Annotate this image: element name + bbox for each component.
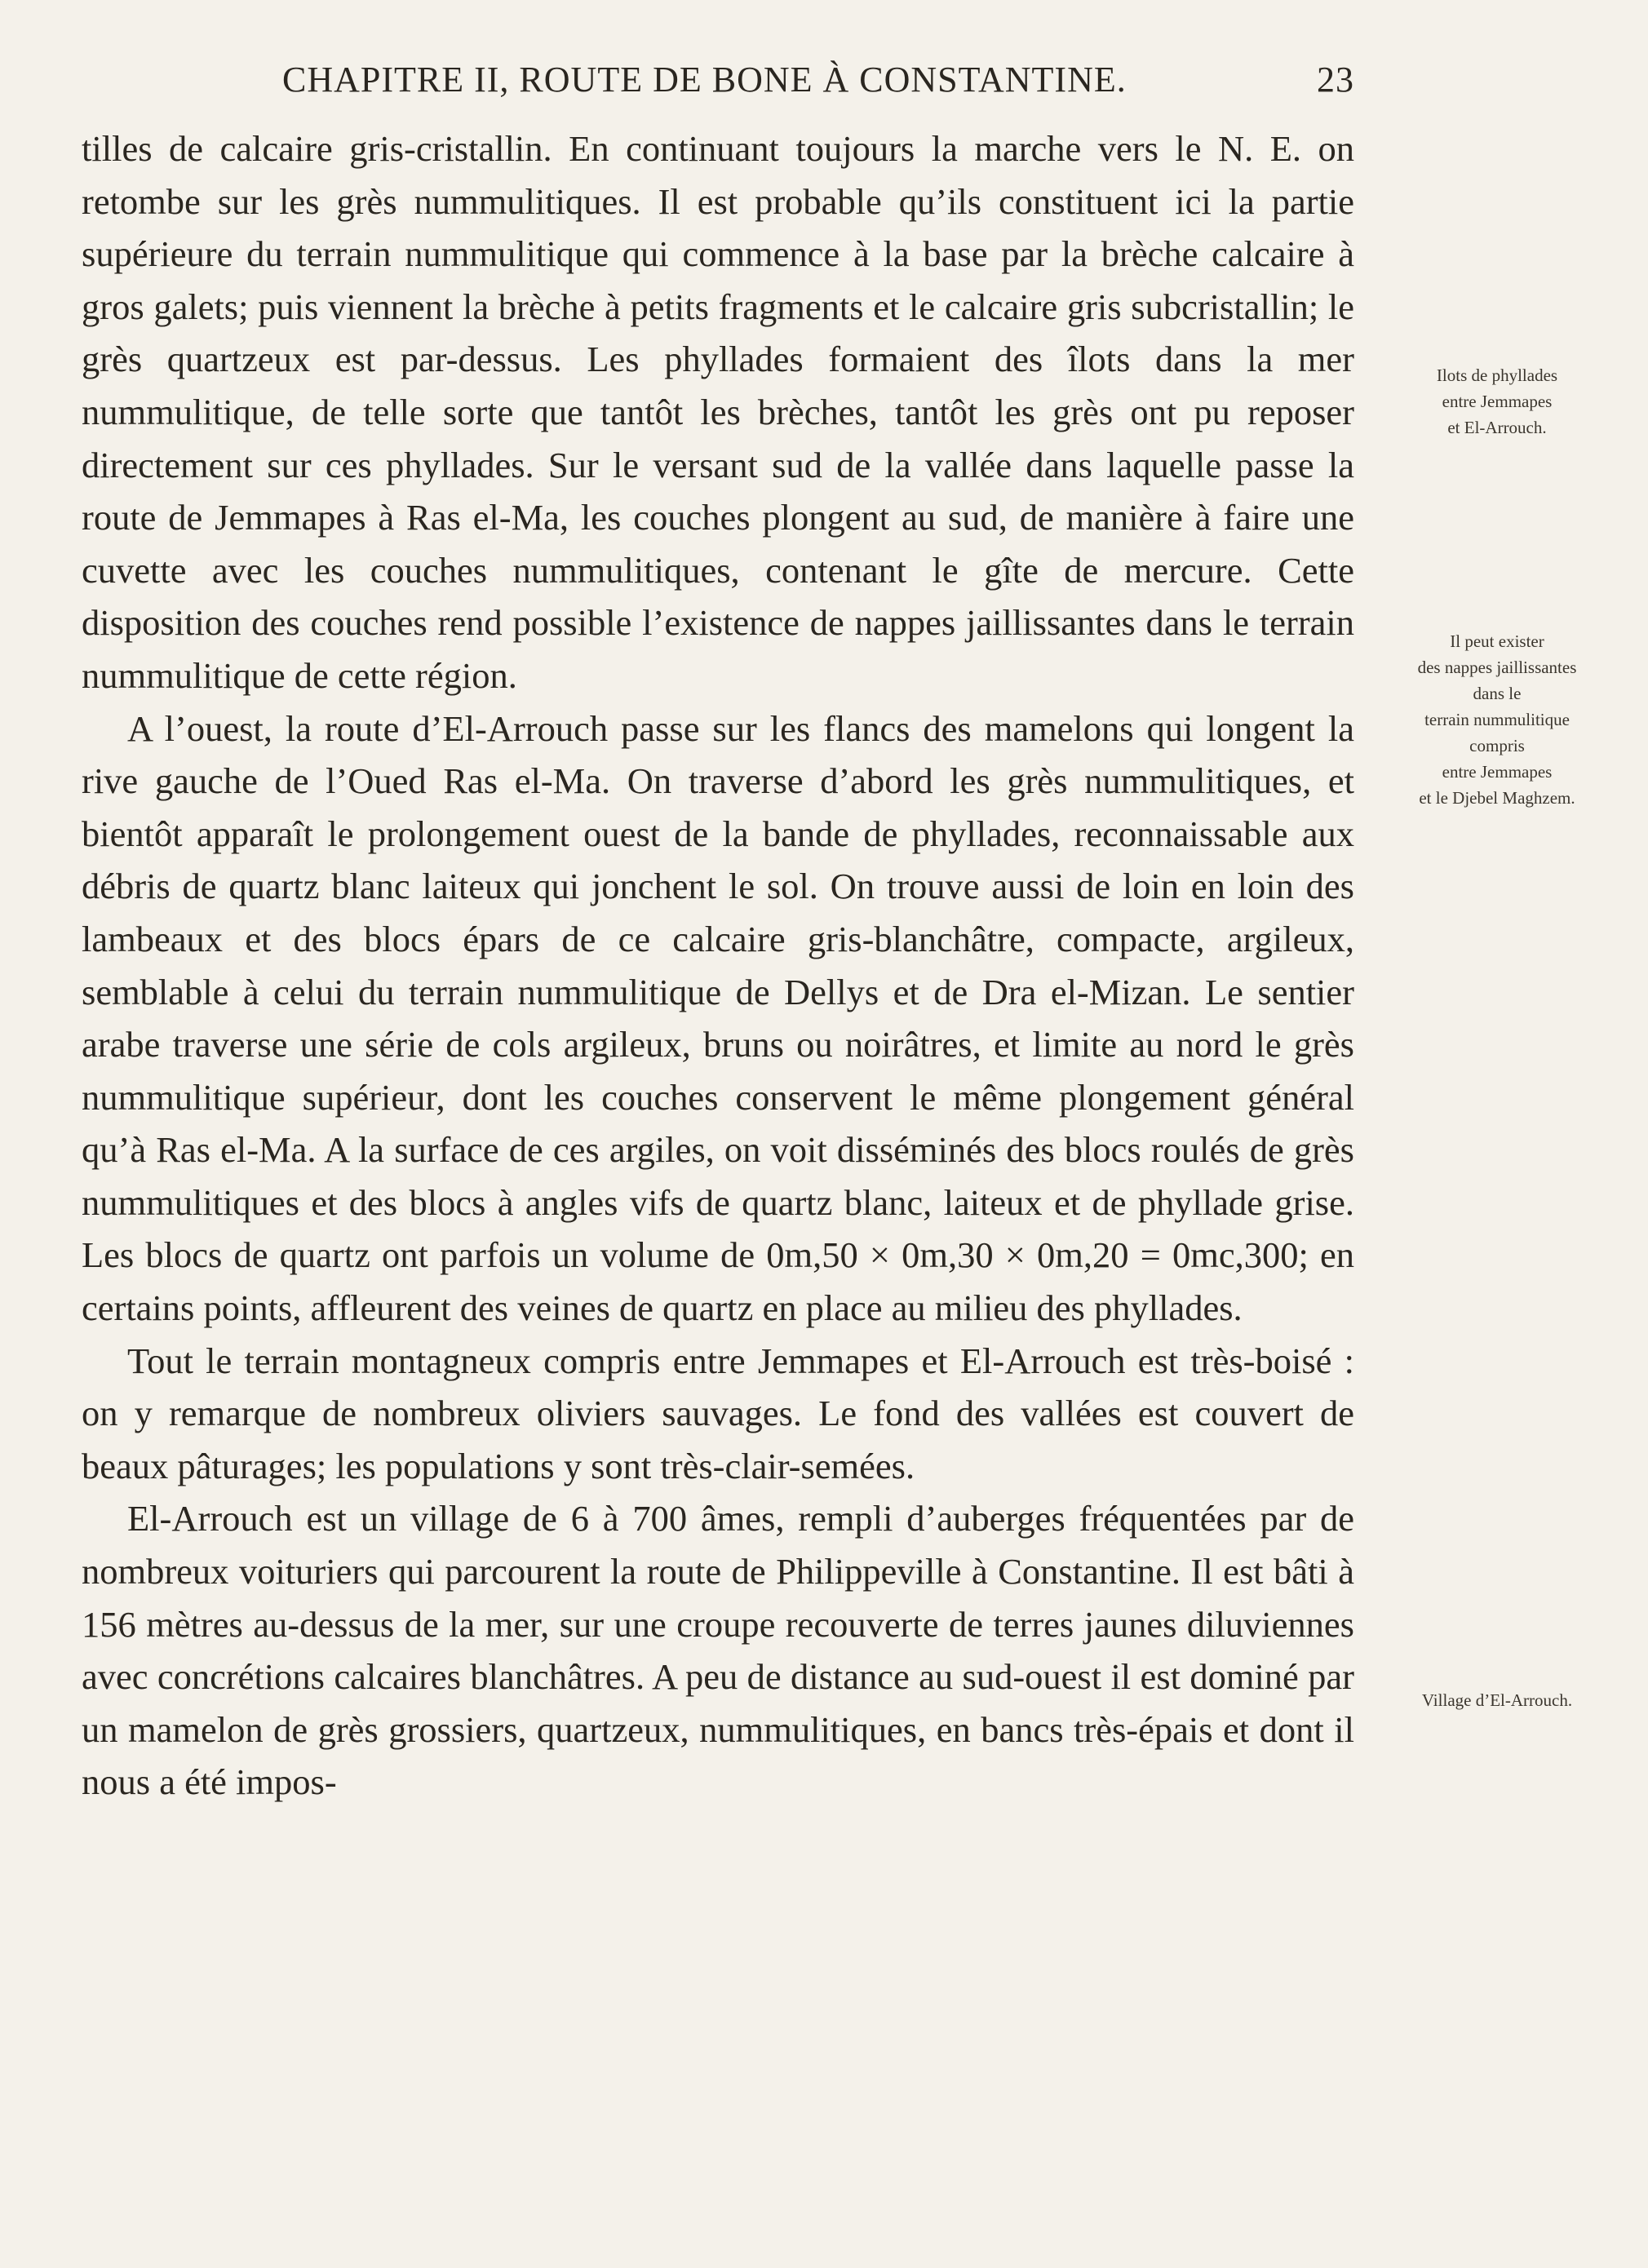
margin-note-line: et le Djebel Maghzem. — [1419, 788, 1575, 808]
page-number: 23 — [1317, 60, 1354, 100]
running-title: CHAPITRE II, ROUTE DE BONE À CONSTANTINE. — [282, 60, 1127, 100]
margin-note-line: dans le — [1473, 684, 1522, 703]
margin-note-line: entre Jemmapes — [1442, 762, 1553, 782]
margin-note-line: terrain nummulitique — [1424, 710, 1570, 729]
margin-note-line: Village d’El-Arrouch. — [1421, 1690, 1573, 1710]
main-text — [82, 122, 1354, 1809]
margin-note-line: Ilots de phyllades — [1436, 365, 1558, 385]
paragraph-4: El-Arrouch est un village de 6 à 700 âmes, rempli d’auberges fréquentées par de nombreux voituriers qui parcourent la route de Philippeville à Constantine. Il est bâti à 156 mètres au-dessus de la mer, sur une croupe recouverte de terres jaunes diluviennes avec concrétions calcaires blanchâtres. A peu de distance au sud-ouest il est dominé par un mamelon de grès grossiers, quartzeux, nummulitiques, en bancs très-épais et dont il nous a été impos- — [82, 1498, 1354, 1803]
margin-note-line: Il peut exister — [1450, 631, 1544, 651]
margin-note-line: compris — [1469, 736, 1525, 755]
margin-note-line: entre Jemmapes — [1442, 392, 1553, 411]
margin-note-ilots — [1362, 362, 1632, 441]
paragraph-3: Tout le terrain montagneux compris entre Jemmapes et El-Arrouch est très-boisé : on y remarque de nombreux oliviers sauvages. Le fond des vallées est couvert de beaux pâturages; les populations y sont très-clair-semées. — [82, 1340, 1354, 1486]
margin-note-line: des nappes jaillissantes — [1417, 658, 1577, 677]
running-header — [82, 59, 1354, 116]
paragraph-2: A l’ouest, la route d’El-Arrouch passe sur les flancs des mamelons qui longent la rive gauche de l’Oued Ras el-Ma. On traverse d’abord les grès nummulitiques, et bientôt apparaît le prolongement ouest de la bande de phyllades, reconnaissable aux débris de quartz blanc laiteux qui jonchent le sol. On trouve aussi de loin en loin des lambeaux et des blocs épars de ce calcaire gris-blanchâtre, compacte, argileux, semblable à celui du terrain nummulitique de Dellys et de Dra el-Mizan. Le sentier arabe traverse une série de cols argileux, bruns ou noirâtres, et limite au nord le grès nummulitique supérieur, dont les couches conservent le même plongement général qu’à Ras el-Ma. A la surface de ces argiles, on voit disséminés des blocs roulés de grès nummulitiques et des blocs à angles vifs de quartz blanc, laiteux et de phyllade grise. Les blocs de quartz ont parfois un volume de 0m,50 × 0m,30 × 0m,20 = 0mc,300; en certains points, affleurent des veines de quartz en place au milieu des phyllades. — [82, 707, 1354, 1329]
margin-note-village — [1362, 1687, 1632, 1713]
margin-note-nappes — [1362, 628, 1632, 811]
paragraph-1: tilles de calcaire gris-cristallin. En continuant toujours la marche vers le N. E. on retombe sur les grès nummulitiques. Il est probable qu’ils constituent ici la partie supérieure du terrain nummulitique qui commence à la base par la brèche calcaire à gros galets; puis viennent la brèche à petits fragments et le calcaire gris subcristallin; le grès quartzeux est par-dessus. Les phyllades formaient des îlots dans la mer nummulitique, de telle sorte que tantôt les brèches, tantôt les grès ont pu reposer directement sur ces phyllades. Sur le versant sud de la vallée dans laquelle passe la route de Jemmapes à Ras el-Ma, les couches plongent au sud, de manière à faire une cuvette avec les couches nummulitiques, contenant le gîte de mercure. Cette disposition des couches rend possible l’existence de nappes jaillissantes dans le terrain nummulitique de cette région. — [82, 128, 1354, 696]
margin-note-line: et El-Arrouch. — [1447, 418, 1547, 437]
